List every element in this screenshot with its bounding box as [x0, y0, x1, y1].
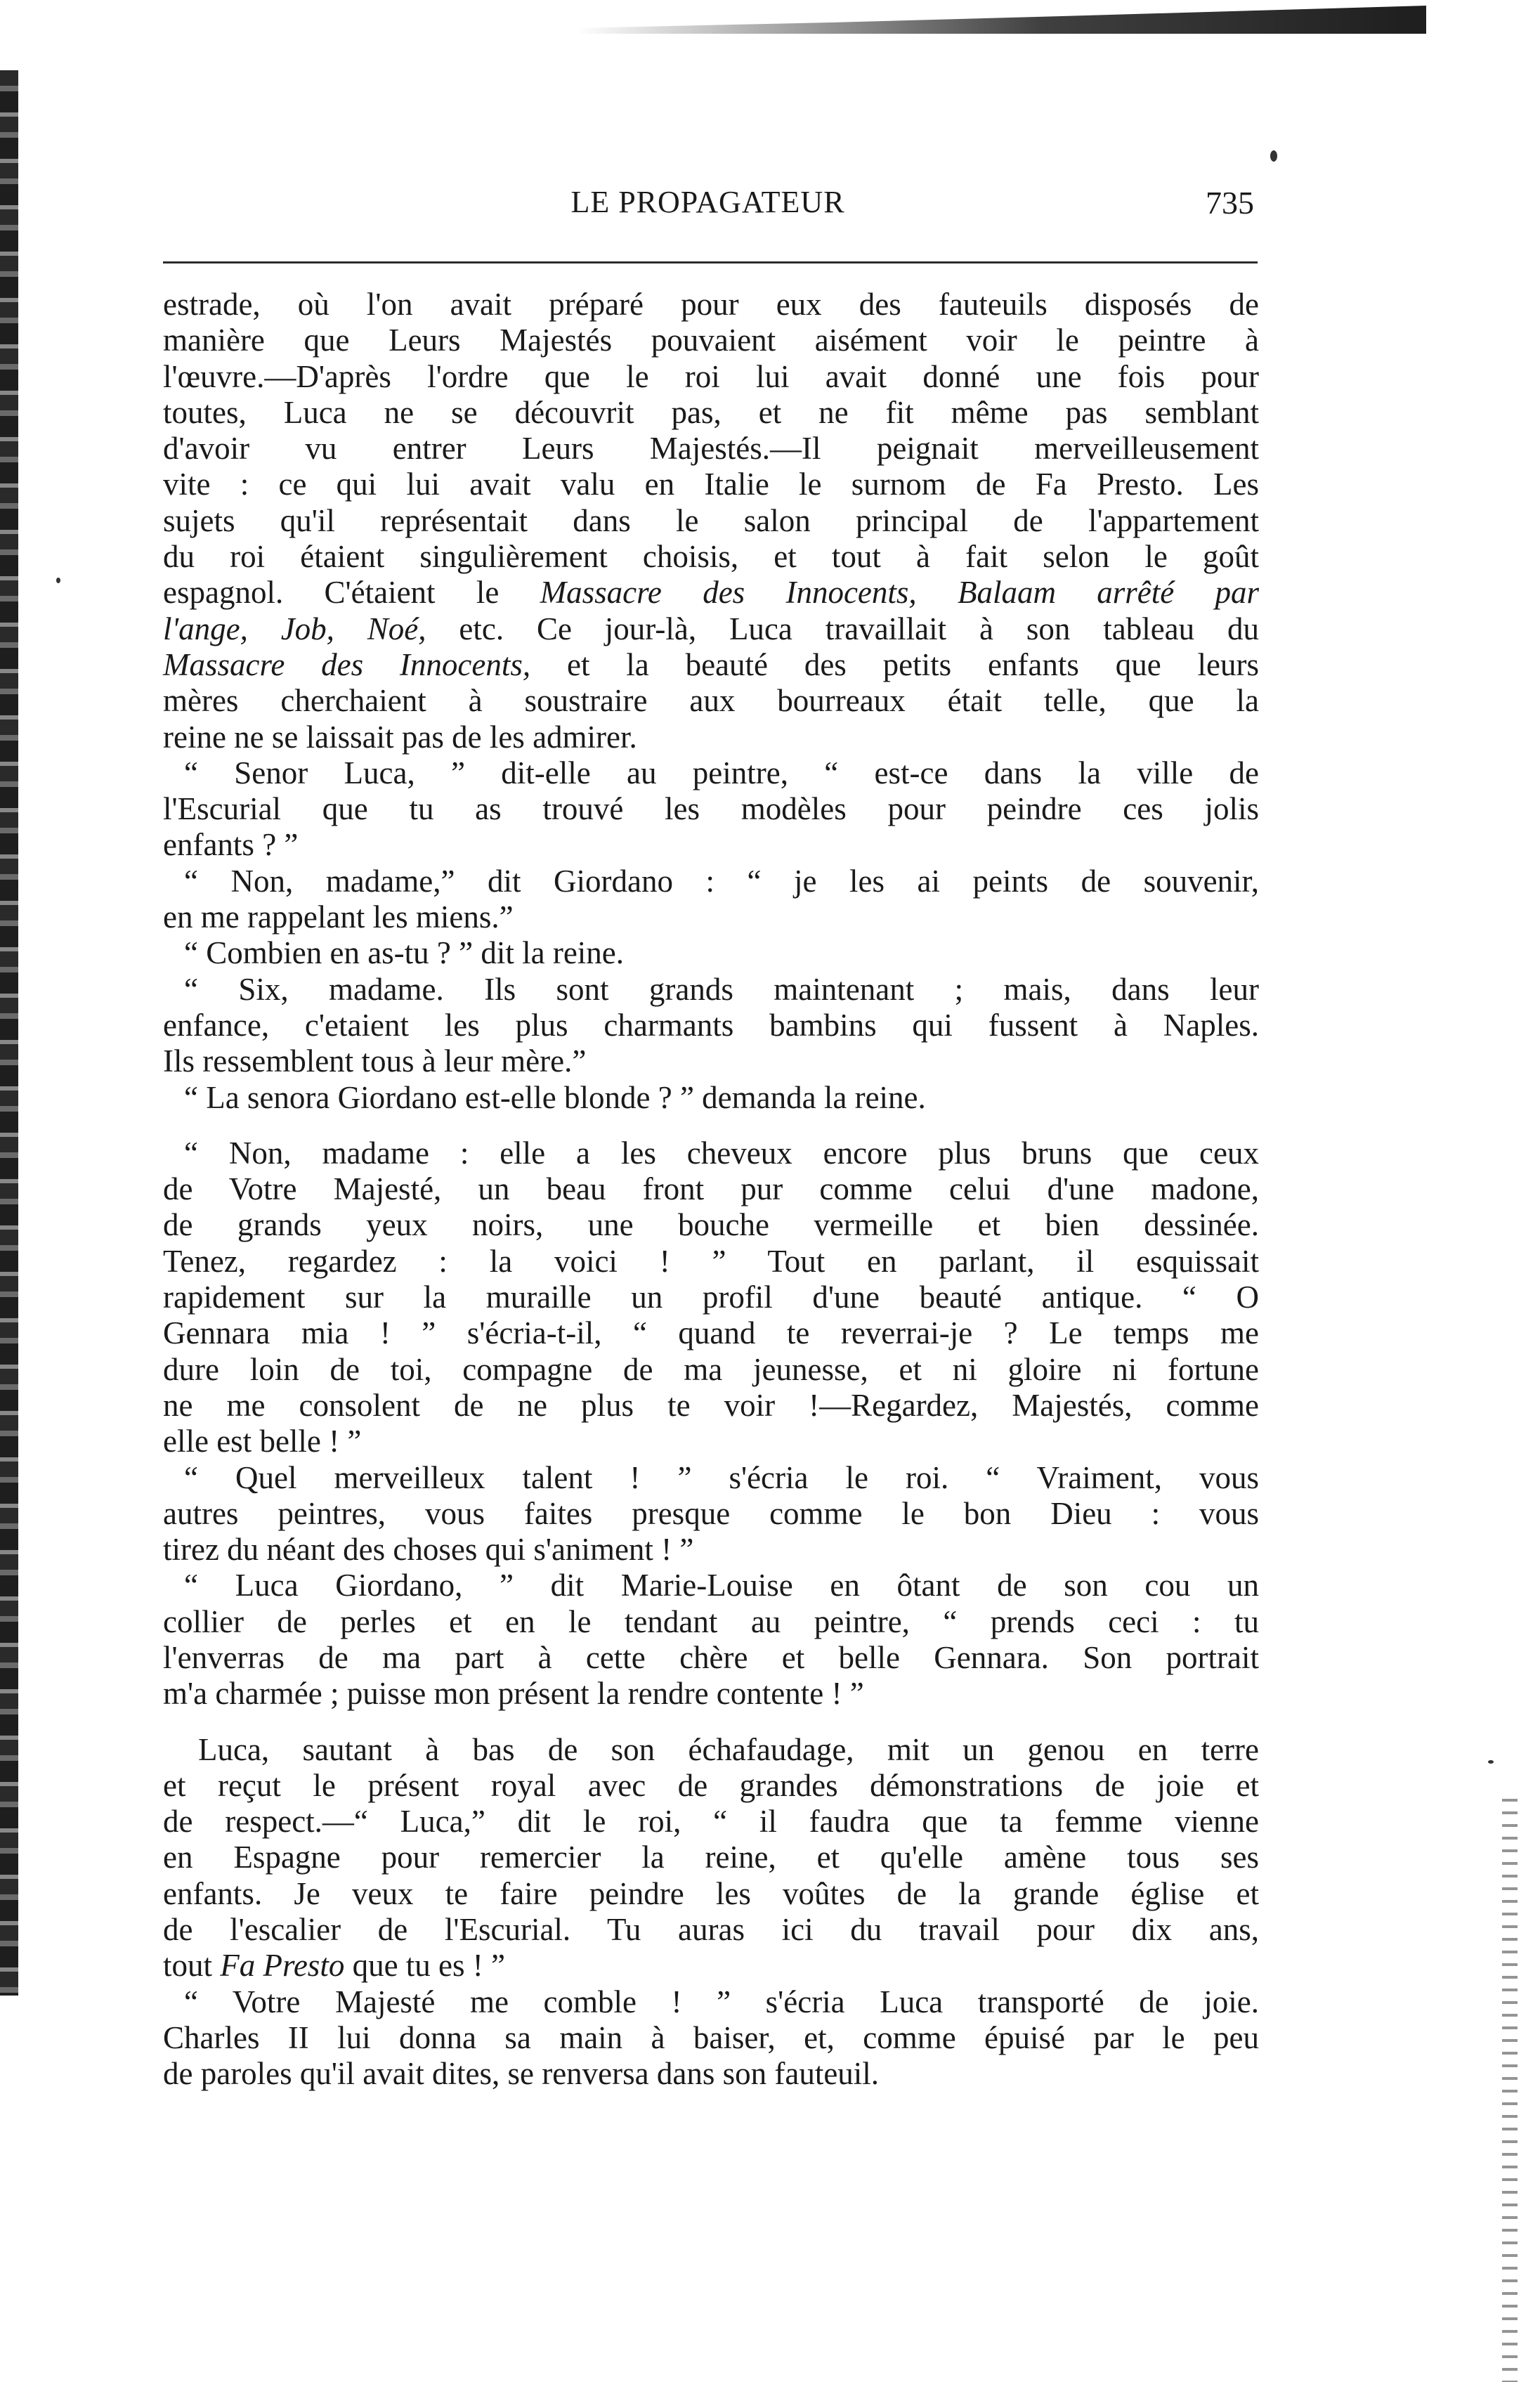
text-line: l'œuvre.—D'après l'ordre que le roi lui avait donné une fois pour [163, 358, 1259, 394]
italic-title: l'ange, Job, Noé, [163, 611, 426, 646]
text-line: enfants. Je veux te faire peindre les voûtes de la grande église et [163, 1875, 1259, 1911]
text-line: m'a charmée ; puisse mon présent la rendre contente ! ” [163, 1676, 864, 1712]
italic-title: Fa Presto [220, 1948, 345, 1984]
text-line: de Votre Majesté, un beau front pur comme celui d'une madone, [163, 1171, 1259, 1207]
text-line: espagnol. C'étaient le Massacre des Innocents, Balaam arrêté par [163, 575, 1259, 611]
text-line: “ Quel merveilleux talent ! ” s'écria le roi. “ Vraiment, vous [184, 1459, 1259, 1495]
text-line: de grands yeux noirs, une bouche vermeille et bien dessinée. [163, 1207, 1259, 1243]
text-line: elle est belle ! ” [163, 1424, 362, 1459]
text-line: en me rappelant les miens.” [163, 899, 514, 935]
page-body [163, 287, 1259, 2093]
text-line: “ La senora Giordano est-elle blonde ? ” demanda la reine. [184, 1079, 926, 1115]
page-number: 735 [1206, 185, 1254, 221]
scan-speck [1488, 1760, 1494, 1764]
text-line: Charles II lui donna sa main à baiser, et, comme épuisé par le peu [163, 2019, 1259, 2055]
text-line: l'Escurial que tu as trouvé les modèles pour peindre ces jolis [163, 791, 1259, 827]
text-line: rapidement sur la muraille un profil d'une beauté antique. “ O [163, 1280, 1259, 1315]
text-line: Gennara mia ! ” s'écria-t-il, “ quand te reverrai-je ? Le temps me [163, 1315, 1259, 1351]
italic-title: Massacre des Innocents, [163, 646, 531, 682]
text-line: enfance, c'etaient les plus charmants bambins qui fussent à Naples. [163, 1007, 1259, 1043]
text-line: Tenez, regardez : la voici ! ” Tout en parlant, il esquissait [163, 1243, 1259, 1279]
text-line: ne me consolent de ne plus te voir !—Regardez, Majestés, comme [163, 1387, 1259, 1423]
text-line: reine ne se laissait pas de les admirer. [163, 719, 637, 755]
text-line: “ Votre Majesté me comble ! ” s'écria Luca transporté de joie. [184, 1984, 1259, 2019]
text-line: estrade, où l'on avait préparé pour eux des fauteuils disposés de [163, 287, 1259, 322]
text-line: collier de perles et en le tendant au peintre, “ prends ceci : tu [163, 1603, 1259, 1639]
text-line: toutes, Luca ne se découvrit pas, et ne fit même pas semblant [163, 394, 1259, 430]
text-line: dure loin de toi, compagne de ma jeunesse, et ni gloire ni fortune [163, 1351, 1259, 1387]
text-line: d'avoir vu entrer Leurs Majestés.—Il peignait merveilleusement [163, 431, 1259, 467]
scan-edge-left [0, 70, 18, 1996]
text-line: sujets qu'il représentait dans le salon principal de l'appartement [163, 502, 1259, 538]
text-line: vite : ce qui lui avait valu en Italie le surnom de Fa Presto. Les [163, 467, 1259, 502]
page-header [162, 184, 1254, 233]
text-line: enfants ? ” [163, 827, 299, 863]
text-line: Ils ressemblent tous à leur mère.” [163, 1043, 587, 1079]
text-line: tirez du néant des choses qui s'animent ! ” [163, 1532, 694, 1568]
text-line: “ Combien en as-tu ? ” dit la reine. [184, 935, 625, 971]
text-line: l'ange, Job, Noé, etc. Ce jour-là, Luca travaillait à son tableau du [163, 611, 1260, 646]
scan-edge-right [1502, 1799, 1518, 2382]
scan-speck [1270, 150, 1277, 162]
text-line: “ Six, madame. Ils sont grands maintenant ; mais, dans leur [184, 971, 1259, 1007]
text-line: Massacre des Innocents, et la beauté des petits enfants que leurs [163, 646, 1259, 682]
text-line: manière que Leurs Majestés pouvaient aisément voir le peintre à [163, 323, 1259, 358]
text-line: mères cherchaient à soustraire aux bourreaux était telle, que la [163, 683, 1259, 719]
text-line: en Espagne pour remercier la reine, et qu'elle amène tous ses [163, 1840, 1259, 1875]
text-line: “ Non, madame : elle a les cheveux encore plus bruns que ceux [184, 1135, 1259, 1171]
text-line: de paroles qu'il avait dites, se renversa dans son fauteuil. [163, 2056, 880, 2092]
text-line: Luca, sautant à bas de son échafaudage, mit un genou en terre [198, 1731, 1259, 1767]
text-line: l'enverras de ma part à cette chère et belle Gennara. Son portrait [163, 1639, 1259, 1675]
running-head: LE PROPAGATEUR [570, 185, 845, 219]
scan-edge-top [576, 6, 1426, 34]
text-line: et reçut le présent royal avec de grandes démonstrations de joie et [163, 1767, 1259, 1803]
text-line: de respect.—“ Luca,” dit le roi, “ il faudra que ta femme vienne [163, 1804, 1259, 1840]
text-line: tout Fa Presto que tu es ! ” [163, 1948, 505, 1984]
text-line: de l'escalier de l'Escurial. Tu auras ici du travail pour dix ans, [163, 1912, 1259, 1948]
text-line: autres peintres, vous faites presque comme le bon Dieu : vous [163, 1495, 1259, 1531]
text-line: “ Non, madame,” dit Giordano : “ je les ai peints de souvenir, [184, 863, 1259, 899]
header-rule [163, 261, 1258, 263]
text-line: “ Luca Giordano, ” dit Marie-Louise en ôtant de son cou un [184, 1568, 1259, 1603]
text-line: du roi étaient singulièrement choisis, et tout à fait selon le goût [163, 539, 1259, 575]
italic-title: Massacre des Innocents, Balaam arrêté par [540, 575, 1259, 611]
scan-speck [56, 578, 60, 583]
text-line: “ Senor Luca, ” dit-elle au peintre, “ est-ce dans la ville de [184, 755, 1259, 790]
